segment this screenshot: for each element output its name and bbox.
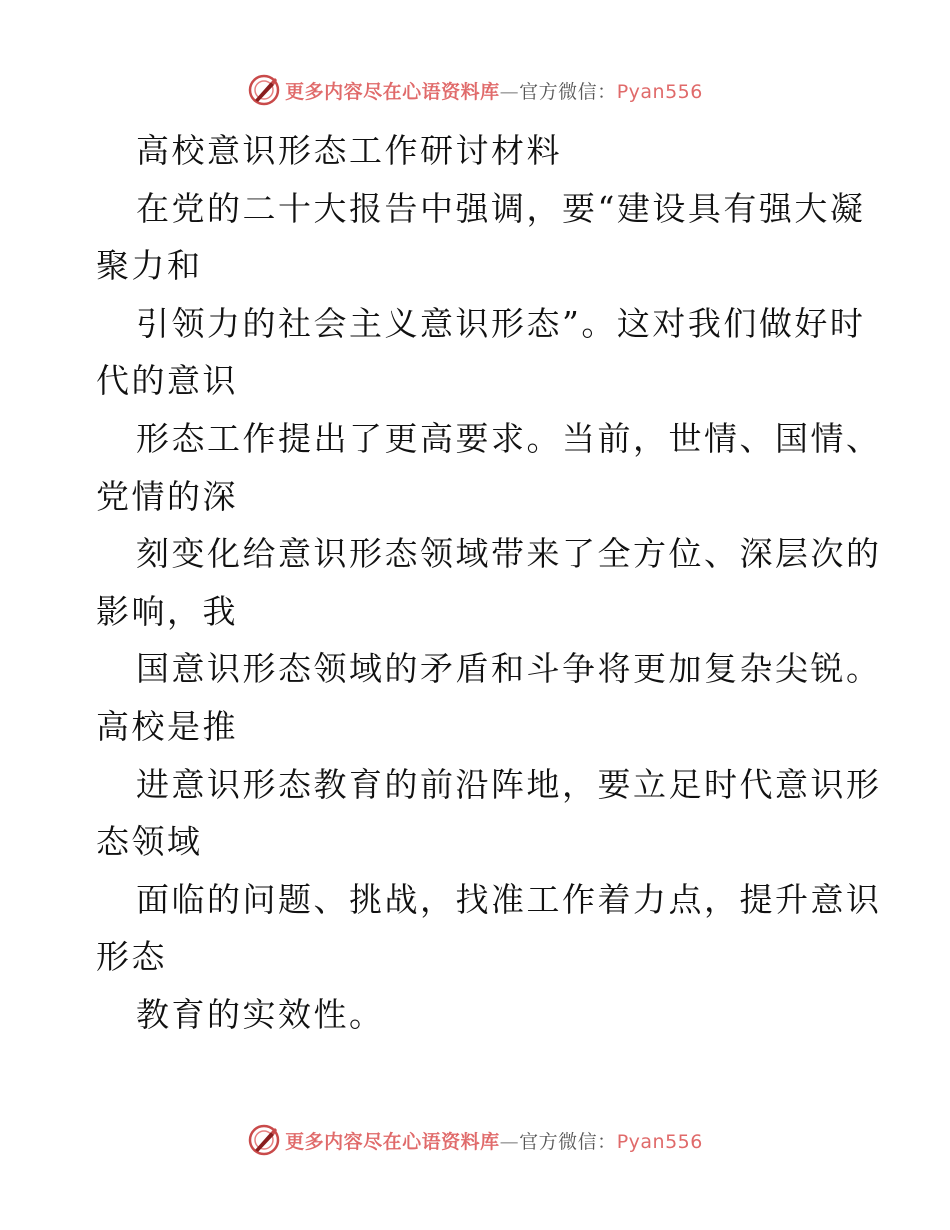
banner-main-text: 更多内容尽在心语资料库 — [285, 1130, 500, 1153]
document-line: 态领域 — [96, 822, 203, 862]
document-line: 高校意识形态工作研讨材料 — [136, 131, 562, 170]
banner-text — [285, 1127, 703, 1154]
document-line: 党情的深 — [96, 476, 238, 516]
document-line: 影响，我 — [96, 591, 238, 631]
banner-text — [285, 77, 703, 104]
banner-wechat-id: Pyan556 — [616, 1130, 703, 1153]
document-line: 聚力和 — [96, 246, 203, 286]
document-line: 形态 — [96, 937, 167, 977]
document-line: 国意识形态领域的矛盾和斗争将更加复杂尖锐。 — [136, 649, 882, 689]
banner-wechat-id: Pyan556 — [616, 80, 703, 103]
banner-dash: — — [499, 80, 520, 103]
document-line: 代的意识 — [96, 361, 238, 401]
document-line: 引领力的社会主义意识形态”。这对我们做好时 — [136, 303, 866, 343]
document-body — [96, 122, 882, 1044]
document-line: 刻变化给意识形态领域带来了全方位、深层次的 — [136, 534, 882, 574]
footer-watermark-banner — [0, 1120, 950, 1160]
document-line: 形态工作提出了更高要求。当前，世情、国情、 — [136, 418, 882, 458]
banner-wechat-label: 官方微信： — [519, 80, 617, 103]
document-line: 进意识形态教育的前沿阵地，要立足时代意识形 — [136, 764, 882, 804]
document-line: 面临的问题、挑战，找准工作着力点，提升意识 — [136, 879, 882, 919]
document-line: 教育的实效性。 — [136, 994, 385, 1034]
banner-dash: — — [499, 1130, 520, 1153]
banner-main-text: 更多内容尽在心语资料库 — [285, 80, 500, 103]
pen-logo-icon — [247, 1123, 281, 1157]
document-line: 在党的二十大报告中强调，要“建设具有强大凝 — [136, 188, 866, 228]
header-watermark-banner — [0, 70, 950, 110]
pen-logo-icon — [247, 73, 281, 107]
document-line: 高校是推 — [96, 706, 238, 746]
banner-wechat-label: 官方微信： — [519, 1130, 617, 1153]
